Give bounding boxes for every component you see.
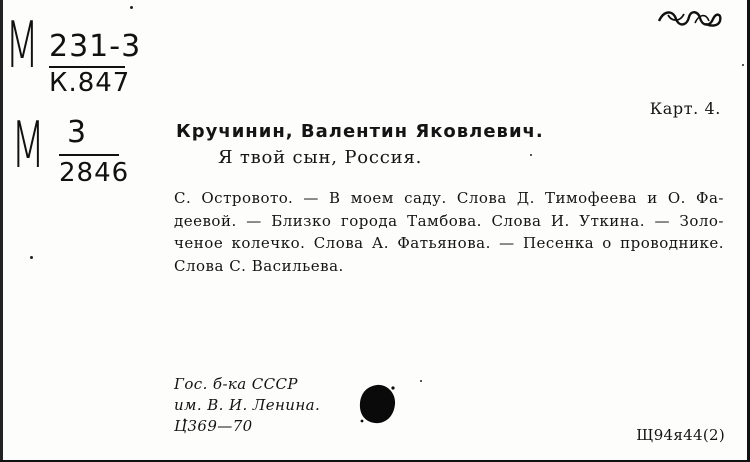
imprint-line: Ц̓369—70	[174, 417, 253, 435]
paper-speck	[530, 154, 532, 156]
contents-note	[174, 187, 724, 277]
paper-speck	[30, 256, 33, 259]
shelfmark-letter: М	[5, 9, 40, 83]
paper-speck	[130, 6, 133, 9]
shelfmark-divider	[59, 154, 119, 156]
work-title: Я твой сын, Россия.	[218, 147, 423, 168]
imprint-line: им. В. И. Ленина.	[174, 396, 321, 414]
ink-blot	[356, 382, 398, 426]
shelfmark-number-bottom: К.847	[49, 68, 131, 98]
author-heading: Кручинин, Валентин Яковлевич.	[176, 121, 544, 142]
order-code: Щ94я44(2)	[636, 426, 725, 444]
card-edge	[0, 0, 3, 462]
shelfmark-primary	[5, 9, 145, 98]
shelfmark-letter: М	[11, 109, 46, 183]
contents-line: Слова С. Васильева.	[174, 256, 344, 275]
shelfmark-number-top: 231-3	[49, 29, 142, 64]
shelfmark-secondary	[5, 110, 145, 190]
scribbled-stamp-mark	[656, 6, 724, 30]
contents-line: С. Островотo. — В моем саду. Слова Д. Тимофеева и О. Фа-	[174, 189, 724, 207]
contents-line: деевой. — Близко города Тамбова. Слова И. Уткина. — Золо-	[174, 211, 724, 230]
shelfmark-number-bottom: 2846	[59, 158, 130, 188]
paper-speck	[420, 380, 422, 382]
library-imprint	[174, 374, 320, 437]
shelfmark-number-top: 3	[67, 115, 88, 150]
imprint-line: Гос. б-ка СССР	[174, 375, 298, 393]
contents-line: ченое колечко. Слова А. Фатьянова. — Песенка о проводнике.	[174, 234, 724, 252]
paper-speck	[742, 64, 744, 66]
card-number: Карт. 4.	[649, 99, 721, 118]
